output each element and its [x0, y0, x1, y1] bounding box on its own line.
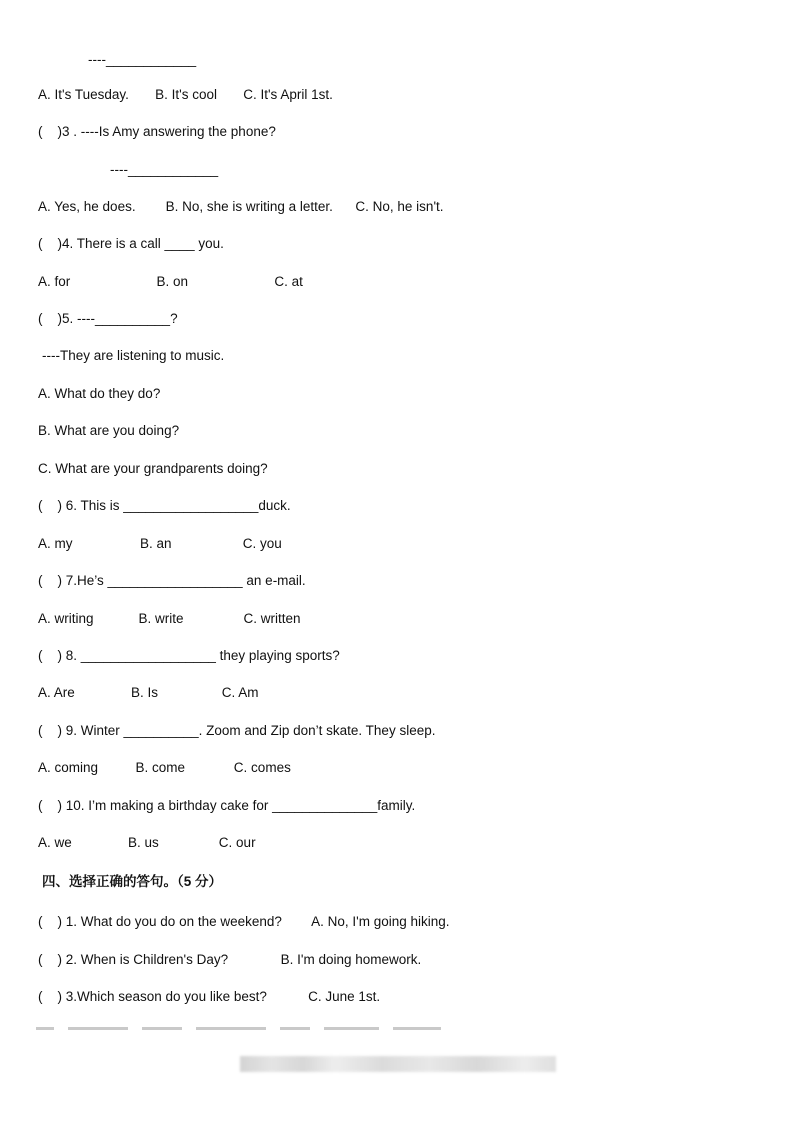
- options-q6: A. my B. an C. you: [38, 536, 282, 551]
- option-5a: A. What do they do?: [38, 386, 161, 401]
- question-6: ( ) 6. This is __________________duck.: [38, 498, 291, 513]
- blurred-footer-watermark: [240, 1056, 556, 1072]
- section-4-heading: 四、选择正确的答句。（5 分）: [42, 874, 223, 889]
- options-q4: A. for B. on C. at: [38, 274, 303, 289]
- answer-blank-3: ----____________: [110, 162, 219, 177]
- options-q2: A. It's Tuesday. B. It's cool C. It's April 1st.: [38, 87, 333, 102]
- options-q7: A. writing B. write C. written: [38, 611, 301, 626]
- answer-blank-2: ----____________: [88, 52, 197, 67]
- match-question-3: ( ) 3.Which season do you like best? C. June 1st.: [38, 989, 381, 1004]
- question-7: ( ) 7.He’s __________________ an e-mail.: [38, 573, 306, 588]
- option-5c: C. What are your grandparents doing?: [38, 461, 268, 476]
- question-3: ( )3 . ----Is Amy answering the phone?: [38, 124, 276, 139]
- question-10: ( ) 10. I’m making a birthday cake for ______________family.: [38, 798, 416, 813]
- question-8: ( ) 8. __________________ they playing sports?: [38, 648, 340, 663]
- question-5: ( )5. ----__________?: [38, 311, 178, 326]
- question-4: ( )4. There is a call ____ you.: [38, 236, 224, 251]
- options-q10: A. we B. us C. our: [38, 835, 256, 850]
- options-q3: A. Yes, he does. B. No, she is writing a letter. C. No, he isn't.: [38, 199, 444, 214]
- match-question-1: ( ) 1. What do you do on the weekend? A. No, I'm going hiking.: [38, 914, 450, 929]
- answer-line-5: ----They are listening to music.: [42, 348, 225, 363]
- option-5b: B. What are you doing?: [38, 423, 180, 438]
- options-q8: A. Are B. Is C. Am: [38, 685, 259, 700]
- question-9: ( ) 9. Winter __________. Zoom and Zip don’t skate. They sleep.: [38, 723, 436, 738]
- options-q9: A. coming B. come C. comes: [38, 760, 291, 775]
- cropped-next-line: [36, 1024, 466, 1030]
- match-question-2: ( ) 2. When is Children's Day? B. I'm doing homework.: [38, 952, 422, 967]
